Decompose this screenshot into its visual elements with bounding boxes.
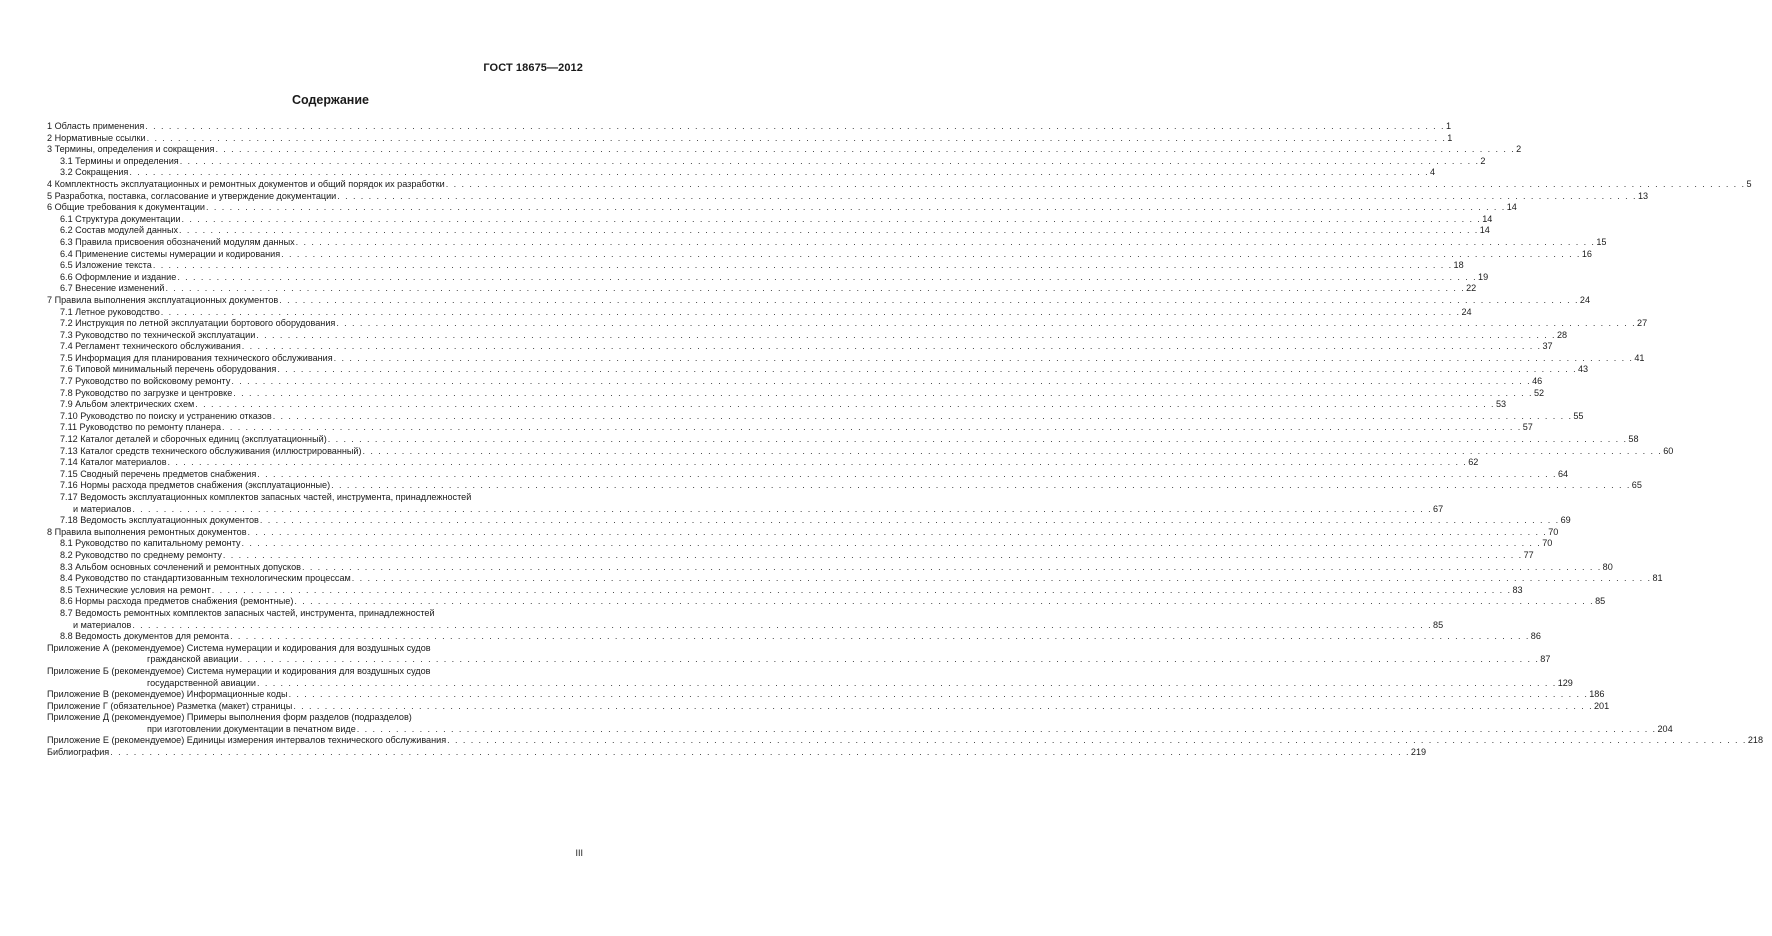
toc-entry-text: 8 Правила выполнения ремонтных документов	[47, 526, 247, 537]
toc-entry-page: 14	[1479, 225, 1490, 236]
toc-entry-text: 6.6 Оформление и издание	[60, 271, 177, 282]
toc-entry[interactable]	[47, 225, 1490, 237]
toc-entry-text: 7.18 Ведомость эксплуатационных документов	[60, 515, 259, 526]
toc-leader-dots	[206, 202, 1506, 214]
toc-entry-page: 24	[1579, 294, 1591, 305]
toc-entry[interactable]	[47, 294, 1591, 307]
toc-entry[interactable]	[47, 248, 1592, 261]
toc-entry-text: 3.1 Термины и определения	[60, 155, 179, 166]
toc-entry-text: и материалов	[73, 503, 132, 514]
toc-entry[interactable]	[47, 352, 1645, 365]
toc-leader-dots	[337, 191, 1637, 203]
toc-entry-page: 64	[1557, 468, 1569, 479]
toc-entry-page: 201	[1594, 700, 1610, 711]
toc-entry-text: Приложение А (рекомендуемое) Система нумерации и кодирования для воздушных судов	[47, 642, 431, 653]
toc-entry-page: 65	[1631, 480, 1642, 491]
toc-leader-dots	[242, 538, 1542, 550]
toc-entry-page: 27	[1637, 318, 1648, 329]
toc-leader-dots	[357, 724, 1657, 736]
table-of-contents	[47, 121, 1764, 759]
toc-leader-dots	[294, 596, 1594, 608]
toc-entry-page: 186	[1589, 689, 1605, 700]
toc-entry[interactable]	[47, 202, 1517, 214]
toc-leader-dots	[132, 620, 1432, 632]
toc-leader-dots	[242, 341, 1542, 353]
toc-entry-text: 7.9 Альбом электрических схем	[60, 399, 195, 410]
toc-entry[interactable]	[47, 584, 1523, 597]
toc-entry-text: 6 Общие требования к документации	[47, 202, 206, 213]
toc-entry[interactable]	[47, 422, 1533, 434]
toc-leader-dots	[110, 747, 1410, 759]
toc-entry-text: 7.8 Руководство по загрузке и центровке	[60, 387, 233, 398]
toc-entry[interactable]	[47, 515, 1571, 527]
toc-entry-text: 6.1 Структура документации	[60, 213, 181, 224]
toc-entry[interactable]	[47, 654, 1551, 666]
toc-entry-page: 5	[1746, 178, 1752, 189]
toc-entry-page: 28	[1556, 329, 1568, 340]
toc-entry-page: 62	[1468, 457, 1479, 468]
toc-leader-dots	[177, 272, 1477, 284]
toc-entry-page: 86	[1530, 631, 1541, 642]
toc-entry-text: Приложение Д (рекомендуемое) Примеры выполнения форм разделов (подразделов)	[47, 712, 412, 723]
toc-entry-text: 8.3 Альбом основных сочленений и ремонтных допусков	[60, 561, 301, 572]
toc-entry-page: 57	[1522, 422, 1533, 433]
toc-entry-page: 2	[1480, 155, 1486, 166]
toc-leader-dots	[363, 446, 1663, 458]
toc-entry[interactable]	[47, 619, 1444, 632]
toc-entry-text: 2 Нормативные ссылки	[47, 132, 146, 143]
toc-entry[interactable]	[47, 271, 1489, 284]
toc-entry[interactable]	[47, 399, 1507, 411]
toc-entry[interactable]	[47, 236, 1607, 249]
toc-entry[interactable]	[47, 608, 583, 620]
toc-leader-dots	[153, 260, 1453, 272]
toc-entry[interactable]	[47, 434, 1639, 446]
toc-entry-page: 58	[1628, 434, 1639, 445]
toc-entry-text: и материалов	[73, 619, 132, 630]
toc-entry[interactable]	[47, 677, 1573, 690]
toc-leader-dots	[212, 585, 1512, 597]
toc-entry-page: 219	[1410, 747, 1427, 758]
toc-entry[interactable]	[47, 596, 1606, 608]
toc-entry[interactable]	[47, 155, 1486, 168]
page-number: III	[575, 848, 583, 858]
toc-entry-text: 7.5 Информация для планирования технического обслуживания	[60, 352, 333, 363]
toc-entry[interactable]	[47, 689, 1605, 701]
toc-leader-dots	[240, 654, 1540, 666]
toc-entry-page: 218	[1747, 735, 1764, 746]
toc-leader-dots	[257, 678, 1557, 690]
toc-entry-page: 80	[1602, 561, 1613, 572]
toc-entry[interactable]	[47, 445, 1674, 458]
toc-entry-text: Приложение В (рекомендуемое) Информационные коды	[47, 689, 288, 700]
toc-entry-text: 7.10 Руководство по поиску и устранению отказов	[60, 410, 272, 421]
toc-entry-text: 5 Разработка, поставка, согласование и утверждение документации	[47, 190, 337, 201]
toc-leader-dots	[256, 330, 1556, 342]
toc-entry-page: 70	[1542, 538, 1553, 549]
toc-entry[interactable]	[47, 178, 1752, 191]
toc-entry-text: 8.5 Технические условия на ремонт	[60, 584, 211, 595]
toc-entry-text: 8.4 Руководство по стандартизованным технологическим процессам	[60, 573, 351, 584]
toc-leader-dots	[145, 121, 1445, 133]
toc-entry[interactable]	[47, 306, 1472, 319]
toc-entry[interactable]	[47, 364, 1589, 376]
toc-leader-dots	[334, 353, 1634, 365]
toc-entry[interactable]	[47, 526, 1559, 539]
toc-leader-dots	[328, 434, 1628, 446]
toc-leader-dots	[296, 237, 1596, 249]
toc-leader-dots	[215, 144, 1515, 156]
toc-entry[interactable]	[47, 666, 583, 678]
toc-entry-text: 7.17 Ведомость эксплуатационных комплектов запасных частей, инструмента, принадлежностей	[60, 492, 472, 502]
toc-entry-page: 85	[1595, 596, 1606, 607]
toc-entry-page: 129	[1557, 677, 1573, 688]
toc-entry-page: 19	[1478, 271, 1489, 282]
toc-entry-page: 15	[1596, 236, 1607, 247]
toc-entry-text: 8.2 Руководство по среднему ремонту	[60, 549, 222, 560]
toc-entry[interactable]	[47, 213, 1493, 226]
toc-entry[interactable]	[47, 376, 1543, 388]
toc-leader-dots	[132, 504, 1432, 516]
toc-entry-text: 6.4 Применение системы нумерации и кодирования	[60, 248, 281, 259]
toc-entry-page: 22	[1466, 283, 1477, 294]
toc-entry-text: 7.16 Нормы расхода предметов снабжения (эксплуатационные)	[60, 480, 331, 491]
toc-leader-dots	[161, 307, 1461, 319]
toc-leader-dots	[233, 388, 1533, 400]
toc-entry-text: 6.3 Правила присвоения обозначений модулям данных	[60, 236, 295, 247]
toc-entry[interactable]	[47, 410, 1584, 423]
toc-entry[interactable]	[47, 747, 1427, 759]
toc-entry-text: 8.1 Руководство по капитальному ремонту	[60, 538, 241, 549]
toc-entry-text: 6.5 Изложение текста	[60, 260, 152, 271]
toc-leader-dots	[179, 225, 1479, 237]
toc-entry[interactable]	[47, 480, 1642, 492]
toc-leader-dots	[257, 469, 1557, 481]
toc-entry-page: 14	[1506, 202, 1517, 213]
toc-entry-text: 4 Комплектность эксплуатационных и ремонтных документов и общий порядок их разработки	[47, 178, 445, 189]
toc-leader-dots	[446, 179, 1746, 191]
toc-entry-page: 43	[1578, 364, 1589, 375]
toc-leader-dots	[293, 701, 1593, 713]
toc-entry-text: Приложение Е (рекомендуемое) Единицы измерения интервалов технического обслуживания	[47, 735, 447, 746]
toc-entry[interactable]	[47, 121, 1452, 133]
toc-leader-dots	[289, 689, 1589, 701]
toc-entry-text: 7.14 Каталог материалов	[60, 457, 167, 468]
toc-entry-page: 70	[1548, 526, 1559, 537]
toc-leader-dots	[180, 156, 1480, 168]
toc-leader-dots	[231, 376, 1531, 388]
toc-entry-text: 8.8 Ведомость документов для ремонта	[60, 631, 230, 642]
toc-entry-text: 7 Правила выполнения эксплуатационных документов	[47, 294, 279, 305]
toc-entry-text: гражданской авиации	[147, 654, 239, 665]
toc-leader-dots	[302, 562, 1602, 574]
toc-entry-text: 7.13 Каталог средств технического обслуживания (иллюстрированный)	[60, 445, 362, 456]
toc-entry-text: 7.12 Каталог деталей и сборочных единиц (эксплуатационный)	[60, 434, 327, 445]
toc-entry-text: при изготовлении документации в печатном виде	[147, 723, 356, 734]
toc-entry[interactable]	[47, 283, 1477, 295]
toc-entry-text: Приложение Г (обязательное) Разметка (макет) страницы	[47, 700, 293, 711]
toc-leader-dots	[230, 631, 1530, 643]
toc-entry[interactable]	[47, 318, 1648, 330]
toc-leader-dots	[182, 214, 1482, 226]
toc-entry[interactable]	[47, 538, 1553, 550]
toc-entry-page: 37	[1542, 341, 1553, 352]
toc-leader-dots	[279, 295, 1579, 307]
toc-leader-dots	[168, 457, 1468, 469]
toc-entry[interactable]	[47, 549, 1534, 562]
toc-leader-dots	[447, 735, 1747, 747]
toc-entry-text: 3 Термины, определения и сокращения	[47, 144, 215, 155]
toc-entry[interactable]	[47, 341, 1553, 353]
toc-leader-dots	[281, 249, 1581, 261]
toc-entry[interactable]	[47, 503, 1444, 516]
toc-entry-text: 1 Область применения	[47, 121, 145, 131]
toc-entry[interactable]	[47, 190, 1649, 203]
toc-entry-text: государственной авиации	[147, 677, 256, 688]
toc-entry-page: 1	[1445, 121, 1452, 131]
toc-entry-page: 1	[1447, 132, 1453, 143]
toc-entry[interactable]	[47, 712, 583, 724]
toc-leader-dots	[336, 318, 1636, 330]
toc-entry[interactable]	[47, 643, 583, 655]
toc-entry[interactable]	[47, 468, 1569, 481]
toc-entry[interactable]	[47, 387, 1545, 400]
toc-leader-dots	[260, 515, 1560, 527]
toc-entry[interactable]	[47, 492, 583, 504]
toc-entry-page: 2	[1516, 144, 1522, 155]
toc-entry[interactable]	[47, 329, 1568, 342]
toc-entry-page: 13	[1637, 190, 1649, 201]
toc-entry-page: 4	[1430, 167, 1436, 178]
page-title: Содержание	[291, 93, 369, 107]
toc-entry-page: 69	[1560, 515, 1571, 526]
toc-leader-dots	[248, 527, 1548, 539]
toc-entry-page: 53	[1495, 399, 1507, 410]
toc-entry[interactable]	[47, 260, 1464, 272]
toc-leader-dots	[129, 167, 1429, 179]
toc-entry-page: 55	[1573, 410, 1584, 421]
toc-entry-page: 18	[1453, 260, 1464, 271]
toc-leader-dots	[331, 480, 1631, 492]
toc-entry[interactable]	[47, 631, 1541, 643]
toc-entry-text: 3.2 Сокращения	[60, 167, 129, 178]
toc-leader-dots	[223, 550, 1523, 562]
toc-entry-page: 24	[1461, 306, 1472, 317]
toc-entry-text: 7.2 Инструкция по летной эксплуатации бортового оборудования	[60, 318, 336, 329]
toc-entry-page: 77	[1523, 549, 1534, 560]
toc-entry-page: 52	[1533, 387, 1545, 398]
toc-entry-text: 6.7 Внесение изменений	[60, 283, 165, 294]
toc-entry-page: 83	[1512, 584, 1523, 595]
toc-entry-page: 14	[1482, 213, 1493, 224]
toc-entry[interactable]	[47, 167, 1436, 179]
toc-entry[interactable]	[47, 723, 1673, 736]
toc-entry-page: 85	[1433, 619, 1444, 630]
toc-entry-text: 7.7 Руководство по войсковому ремонту	[60, 376, 231, 387]
toc-entry-page: 16	[1581, 248, 1592, 259]
toc-entry-text: 8.7 Ведомость ремонтных комплектов запасных частей, инструмента, принадлежностей	[60, 607, 435, 618]
toc-entry-page: 60	[1663, 445, 1674, 456]
toc-leader-dots	[273, 411, 1573, 423]
toc-entry-page: 41	[1634, 352, 1645, 363]
toc-entry[interactable]	[47, 735, 1764, 747]
toc-entry[interactable]	[47, 144, 1522, 156]
toc-entry-text: 7.15 Сводный перечень предметов снабжения	[60, 468, 257, 479]
toc-leader-dots	[277, 364, 1577, 376]
document-code: ГОСТ 18675—2012	[483, 62, 583, 74]
toc-entry[interactable]	[47, 457, 1479, 469]
toc-entry[interactable]	[47, 561, 1613, 574]
toc-entry-text: 7.4 Регламент технического обслуживания	[60, 341, 241, 352]
toc-entry-page: 67	[1433, 503, 1444, 514]
toc-leader-dots	[195, 399, 1495, 411]
toc-entry-text: 7.11 Руководство по ремонту планера	[60, 422, 221, 433]
toc-entry[interactable]	[47, 573, 1663, 585]
toc-entry-page: 204	[1657, 723, 1673, 734]
toc-entry-text: 6.2 Состав модулей данных	[60, 225, 179, 236]
toc-entry-text: Приложение Б (рекомендуемое) Система нумерации и кодирования для воздушных судов	[47, 665, 431, 676]
toc-entry-text: Библиография	[47, 747, 110, 758]
toc-leader-dots	[352, 573, 1652, 585]
toc-leader-dots	[222, 422, 1522, 434]
toc-entry-text: 7.1 Летное руководство	[60, 306, 160, 317]
toc-entry-page: 46	[1532, 376, 1543, 387]
toc-leader-dots	[165, 283, 1465, 295]
toc-entry-text: 8.6 Нормы расхода предметов снабжения (ремонтные)	[60, 596, 294, 607]
toc-entry-text: 7.6 Типовой минимальный перечень оборудования	[60, 364, 277, 375]
toc-entry-page: 81	[1652, 573, 1663, 584]
toc-entry-page: 87	[1540, 654, 1551, 665]
toc-entry[interactable]	[47, 700, 1610, 713]
toc-leader-dots	[147, 133, 1447, 145]
toc-entry-text: 7.3 Руководство по технической эксплуатации	[60, 329, 256, 340]
toc-entry[interactable]	[47, 132, 1453, 145]
